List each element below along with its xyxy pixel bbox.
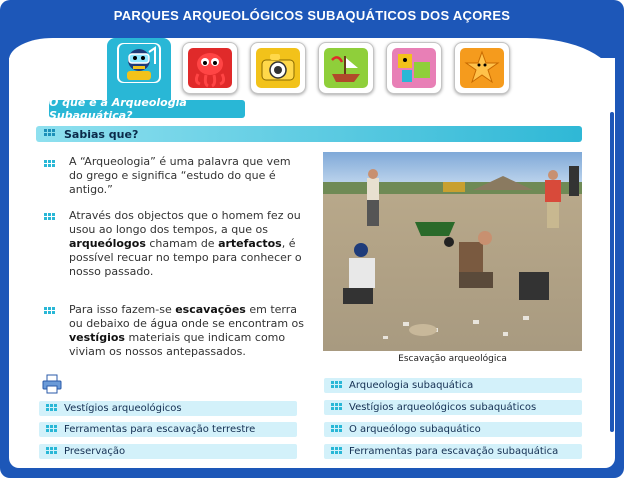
paragraph-1: A “Arqueologia” é uma palavra que vem do grego e significa “estudo do que é antigo.” (69, 155, 291, 196)
tab-puzzle[interactable] (386, 42, 442, 94)
link-arqueologo-subaquatico[interactable] (324, 422, 582, 437)
link-label: Arqueologia subaquática (349, 380, 474, 391)
link-vestigios-subaquaticos[interactable] (324, 400, 582, 415)
link-label: Ferramentas para escavação terrestre (64, 424, 256, 435)
link-label: O arqueólogo subaquático (349, 424, 481, 435)
link-label: Vestígios arqueológicos subaquáticos (349, 402, 537, 413)
tab-starfish[interactable] (454, 42, 510, 94)
diver-icon (117, 43, 161, 83)
term-escavacoes: escavações (175, 303, 246, 316)
paragraph-2-text: Através dos objectos que o homem fez ou usou ao longo dos tempos, a que os (69, 209, 301, 236)
active-tab-label[interactable]: O que é a Arqueologia Subaquática? (49, 100, 245, 118)
shipwreck-icon (324, 48, 368, 88)
link-ferramentas-subaquatica[interactable] (324, 444, 582, 459)
paragraph-3 (69, 303, 305, 359)
paragraph-2 (69, 209, 305, 279)
paragraph-3-text: em terra ou debaixo de água onde se encontram os (69, 303, 304, 330)
term-artefactos: artefactos (218, 237, 282, 250)
paragraph-2-text: , é possível recuar no tempo para conhecer o nosso passado. (69, 237, 302, 278)
paragraph-3-text: materiais que indicam como viviam os nossos antepassados. (69, 331, 286, 358)
tab-shipwreck[interactable] (318, 42, 374, 94)
link-arqueologia-subaquatica[interactable] (324, 378, 582, 393)
printer-icon[interactable] (42, 374, 62, 394)
octopus-icon (188, 48, 232, 88)
grid-bullet-icon (46, 425, 58, 435)
link-label: Vestígios arqueológicos (64, 403, 182, 414)
grid-bullet-icon (44, 307, 56, 317)
term-arqueologos: arqueólogos (69, 237, 146, 250)
starfish-icon (460, 48, 504, 88)
paragraph-3-text: Para isso fazem-se (69, 303, 176, 316)
page-title: PARQUES ARQUEOLÓGICOS SUBAQUÁTICOS DOS AÇORES (113, 8, 511, 23)
grid-bullet-icon (44, 160, 56, 170)
tab-camera[interactable] (250, 42, 306, 94)
grid-bullet-icon (46, 404, 58, 414)
link-label: Ferramentas para escavação subaquática (349, 446, 559, 457)
paragraph-2-text: chamam de (145, 237, 219, 250)
section-header (36, 126, 582, 142)
grid-bullet-icon (331, 381, 343, 391)
camera-icon (256, 48, 300, 88)
grid-bullet-icon (44, 213, 56, 223)
excavation-photo (323, 152, 582, 351)
grid-bullet-icon (46, 447, 58, 457)
tab-octopus[interactable] (182, 42, 238, 94)
link-preservacao[interactable] (39, 444, 297, 459)
grid-bullet-icon (331, 447, 343, 457)
photo-caption: Escavação arqueológica (398, 354, 507, 364)
link-label: Preservação (64, 446, 126, 457)
grid-bullet-icon (331, 403, 343, 413)
puzzle-icon (392, 48, 436, 88)
term-vestigios: vestígios (69, 331, 125, 344)
link-vestigios-arqueologicos[interactable] (39, 401, 297, 416)
section-title: Sabias que? (64, 127, 139, 141)
grid-bullet-icon (44, 129, 56, 139)
link-ferramentas-terrestre[interactable] (39, 422, 297, 437)
grid-bullet-icon (331, 425, 343, 435)
scrollbar[interactable] (610, 112, 614, 432)
